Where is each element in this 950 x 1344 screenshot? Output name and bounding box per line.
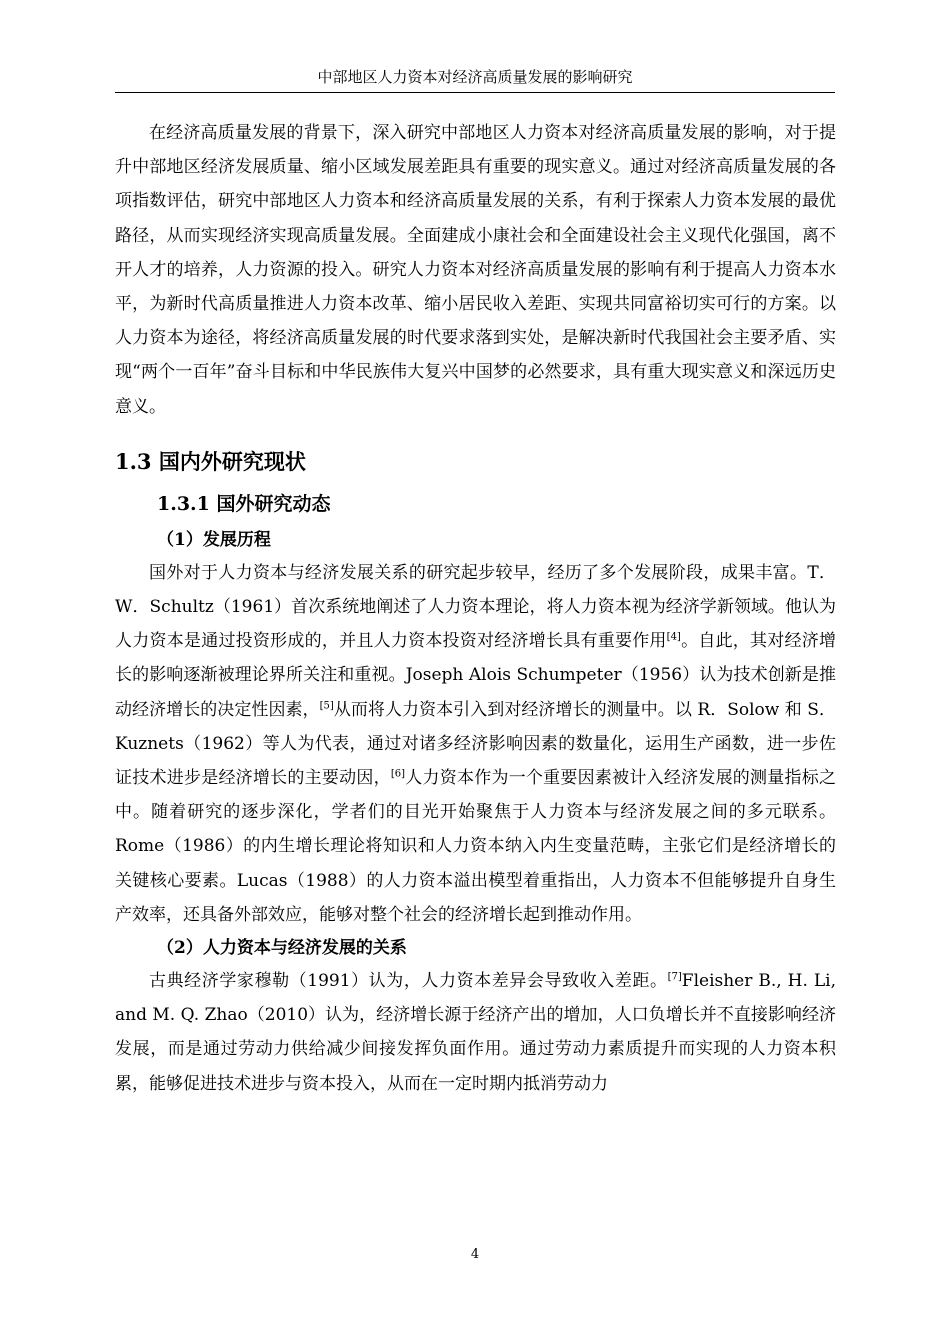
text-run: 人力资本作为一个重要因素被计入经济发展的测量指标之中。随着研究的逐步深化，学者们的目光开始聚焦于人力资本与经济发展之间的多元联系。Rome（1986）的内生增长理论将知识和人力资本纳入内生变量范畴，主张它们是经济增长的关键核心要素。Lucas（1988）的人力资本溢出模型着重指出，人力资本不但能够提升自身生产效率，还具备外部效应，能够对整个社会的经济增长起到推动作用。	[115, 768, 837, 925]
header-rule	[115, 92, 835, 93]
running-header: 中部地区人力资本对经济高质量发展的影响研究	[317, 68, 633, 86]
subsection-heading: 1.3.1 国外研究动态	[157, 492, 331, 515]
text-run: Fleisher B., H. Li, and M. Q. Zhao（2010）认为，经济增长源于经济产出的增加，人口负增长并不直接影响经济发展，而是通过劳动力供给减少间接发挥负面作用。通过劳动力素质提升而实现的人力资本积累，能够促进技术进步与资本投入，从而在一定时期内抵消劳动力	[115, 971, 836, 1094]
item-heading-1: （1）发展历程	[157, 529, 271, 550]
item-heading-2: （2）人力资本与经济发展的关系	[157, 938, 407, 959]
page-number: 4	[470, 1247, 480, 1262]
paragraph-development	[115, 556, 836, 932]
text-run: 。自此，其对经济增长的影响逐渐被理论界所关注和重视。Joseph Alois Schumpeter（1956）认为技术创新是推动经济增长的决定性因素，	[115, 631, 837, 720]
page-body	[115, 116, 836, 1101]
section-heading: 1.3 国内外研究现状	[115, 448, 306, 474]
citation-6: [6]	[390, 768, 406, 780]
text-run: 国外对于人力资本与经济发展关系的研究起步较早，经历了多个发展阶段，成果丰富。T．W．Schultz（1961）首次系统地阐述了人力资本理论，将人力资本视为经济学新领域。他认为人力资本是通过投资形成的，并且人力资本投资对经济增长具有重要作用	[115, 562, 836, 652]
citation-4: [4]	[666, 631, 681, 643]
paragraph-relationship	[115, 964, 836, 1101]
citation-5: [5]	[319, 699, 334, 711]
text-run: 古典经济学家穆勒（1991）认为，人力资本差异会导致收入差距。	[149, 971, 668, 992]
paragraph-intro: 在经济高质量发展的背景下，深入研究中部地区人力资本对经济高质量发展的影响，对于提升中部地区经济发展质量、缩小区域发展差距具有重要的现实意义。通过对经济高质量发展的各项指数评估，研究中部地区人力资本和经济高质量发展的关系，有利于探索人力资本发展的最优路径，从而实现经济实现高质量发展。全面建成小康社会和全面建设社会主义现代化强国，离不开人才的培养，人力资源的投入。研究人力资本对经济高质量发展的影响有利于提高人力资本水平，为新时代高质量推进人力资本改革、缩小居民收入差距、实现共同富裕切实可行的方案。以人力资本为途径，将经济高质量发展的时代要求落到实处，是解决新时代我国社会主要矛盾、实现“两个一百年”奋斗目标和中华民族伟大复兴中国梦的必然要求，具有重大现实意义和深远历史意义。	[115, 123, 836, 417]
text-run: 从而将人力资本引入到对经济增长的测量中。以 R．Solow 和 S．Kuznets（1962）等人为代表，通过对诸多经济影响因素的数量化，运用生产函数，进一步佐证技术进步是经济增长的主要动因，	[115, 699, 837, 789]
citation-7: [7]	[667, 971, 682, 983]
